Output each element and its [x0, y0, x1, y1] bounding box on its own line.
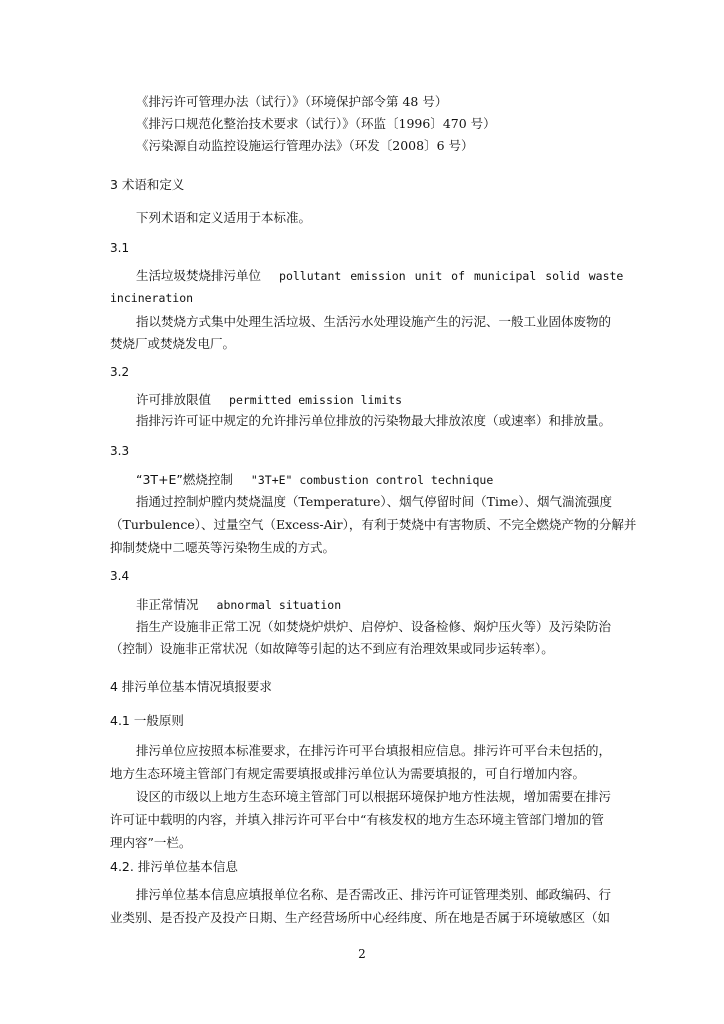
- term-chinese: 许可排放限值: [136, 392, 212, 407]
- reference-item: 《排污口规范化整治技术要求（试行）》（环监〔1996〕470 号）: [136, 116, 496, 131]
- term-english: permitted emission limits: [229, 393, 403, 407]
- definition-line: 抑制焚烧中二噁英等污染物生成的方式。: [110, 540, 336, 555]
- subsection-heading: 4.1 一般原则: [110, 713, 184, 728]
- term-english: pollutant emission unit of municipal solid waste: [279, 269, 624, 283]
- term-chinese: 生活垃圾焚烧排污单位: [136, 268, 262, 283]
- term-english: "3T+E" combustion control technique: [250, 473, 494, 487]
- definition-line: 指排污许可证中规定的允许排污单位排放的污染物最大排放浓度（或速率）和排放量。: [136, 413, 612, 428]
- paragraph-line: 排污单位应按照本标准要求，在排污许可平台填报相应信息。排污许可平台未包括的，: [136, 743, 612, 758]
- definition-line: 指通过控制炉膛内焚烧温度（Temperature）、烟气停留时间（Time）、烟气湍流强度: [136, 494, 612, 509]
- paragraph-line: 理内容”一栏。: [110, 835, 192, 850]
- term-title-line: [136, 472, 493, 488]
- section-heading: 3 术语和定义: [110, 177, 185, 192]
- definition-line: 指以焚烧方式集中处理生活垃圾、生活污水处理设施产生的污泥、一般工业固体废物的: [136, 314, 612, 329]
- paragraph-line: 业类别、是否投产及投产日期、生产经营场所中心经纬度、所在地是否属于环境敏感区（如: [110, 910, 611, 925]
- reference-item: 《污染源自动监控设施运行管理办法》（环发〔2008〕6 号）: [136, 138, 474, 153]
- term-title-line: [136, 392, 402, 408]
- page-number: 2: [358, 947, 366, 961]
- term-title-line: [136, 597, 341, 613]
- definition-line: （Turbulence）、过量空气（Excess-Air），有利于焚烧中有害物质、不完全燃烧产物的分解并: [110, 517, 637, 532]
- paragraph-line: 排污单位基本信息应填报单位名称、是否需改正、排污许可证管理类别、邮政编码、行: [136, 887, 612, 902]
- term-title-line: [136, 268, 624, 284]
- paragraph-line: 地方生态环境主管部门有规定需要填报或排污单位认为需要填报的，可自行增加内容。: [110, 766, 586, 781]
- term-number: 3.1: [110, 241, 130, 255]
- definition-line: 指生产设施非正常工况（如焚烧炉烘炉、启停炉、设备检修、焖炉压火等）及污染防治: [136, 619, 612, 634]
- subsection-heading: 4.2. 排污单位基本信息: [110, 859, 238, 874]
- paragraph-line: 许可证中载明的内容，并填入排污许可平台中“有核发权的地方生态环境主管部门增加的管: [110, 812, 604, 827]
- term-chinese: “3T+E”燃烧控制: [136, 472, 233, 487]
- definition-line: 焚烧厂或焚烧发电厂。: [110, 336, 236, 351]
- reference-item: 《排污许可管理办法（试行）》（环境保护部令第 48 号）: [136, 94, 448, 109]
- term-number: 3.4: [110, 569, 130, 583]
- term-english: abnormal situation: [216, 598, 342, 612]
- paragraph-line: 设区的市级以上地方生态环境主管部门可以根据环境保护地方性法规，增加需要在排污: [136, 789, 612, 804]
- definition-line: （控制）设施非正常状况（如故障等引起的达不到应有治理效果或同步运转率）。: [110, 641, 554, 656]
- section-intro: 下列术语和定义适用于本标准。: [136, 210, 312, 225]
- section-heading: 4 排污单位基本情况填报要求: [110, 679, 272, 694]
- term-number: 3.2: [110, 365, 130, 379]
- term-english-continued: incineration: [110, 291, 194, 305]
- term-number: 3.3: [110, 444, 130, 458]
- term-chinese: 非正常情况: [136, 597, 199, 612]
